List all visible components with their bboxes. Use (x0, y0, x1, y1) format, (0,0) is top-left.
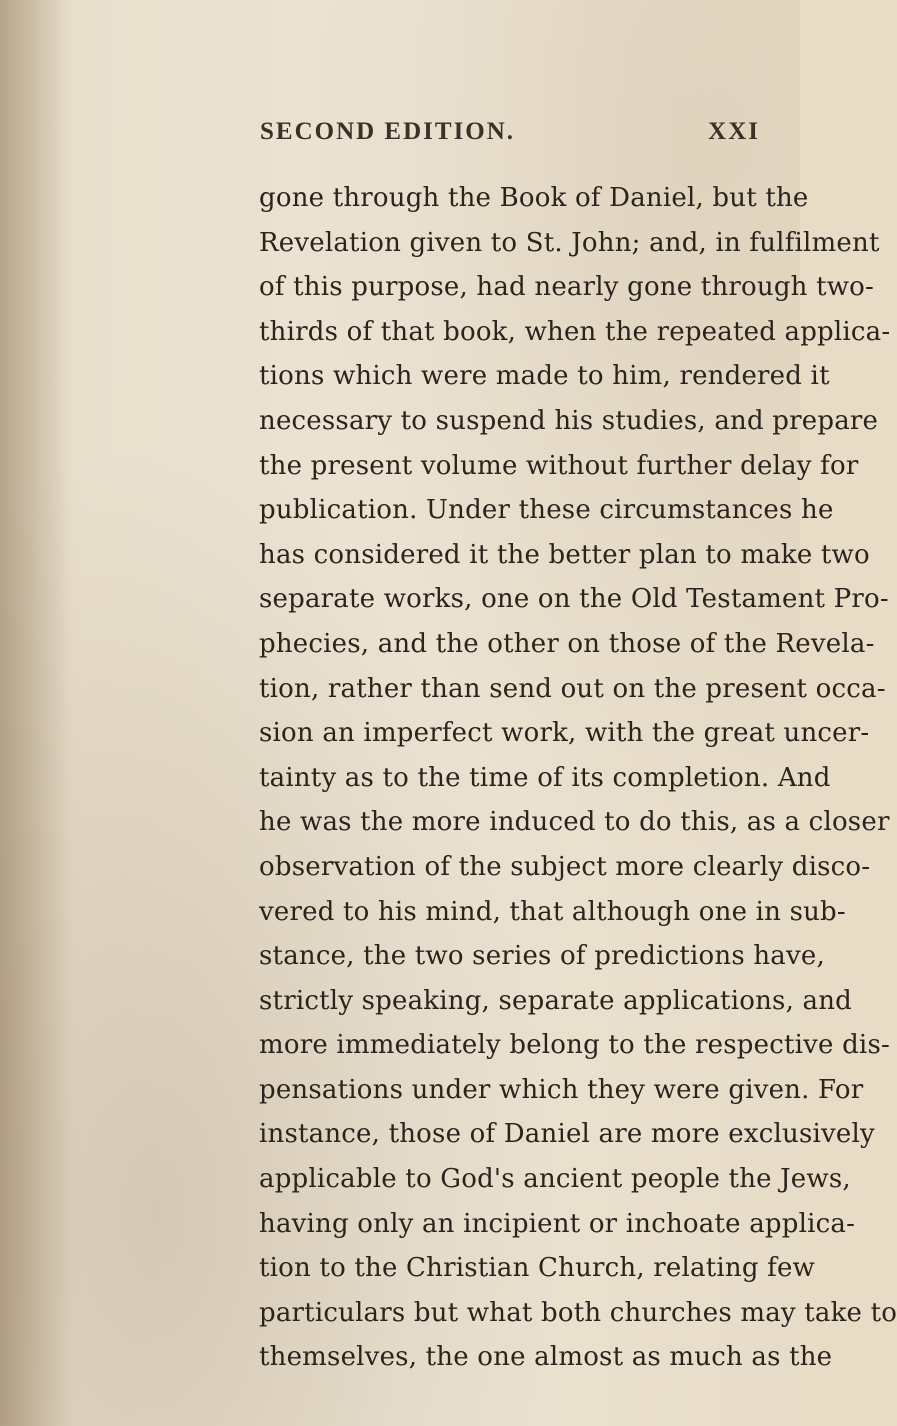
text-line: of this purpose, had nearly gone through two- (259, 272, 875, 303)
text-line: publication. Under these circumstances he (259, 495, 834, 526)
text-line: he was the more induced to do this, as a closer (259, 807, 890, 838)
text-line: has considered it the better plan to make two (259, 539, 870, 570)
text-line: tainty as to the time of its completion. And (259, 762, 831, 793)
text-line: phecies, and the other on those of the Revela- (259, 628, 875, 659)
text-line: necessary to suspend his studies, and prepare (259, 405, 879, 436)
page-header (260, 118, 760, 152)
text-line: vered to his mind, that although one in sub- (259, 896, 846, 927)
text-line: tion, rather than send out on the present occa- (259, 673, 886, 704)
page-number: XXI (708, 118, 760, 145)
text-line: tions which were made to him, rendered it (259, 361, 830, 392)
text-line: applicable to God's ancient people the Jews, (259, 1164, 851, 1195)
page-edge-shadow (0, 0, 70, 1426)
text-line: strictly speaking, separate applications, and (259, 985, 852, 1016)
running-title: SECOND EDITION. (260, 118, 516, 145)
text-line: having only an incipient or inchoate applica- (259, 1208, 856, 1239)
text-line: separate works, one on the Old Testament Pro- (259, 584, 889, 615)
text-line: themselves, the one almost as much as the (259, 1342, 833, 1373)
text-line: gone through the Book of Daniel, but the (259, 183, 809, 213)
text-line: Revelation given to St. John; and, in fulfilment (259, 227, 880, 258)
text-line: thirds of that book, when the repeated applica- (259, 316, 891, 347)
text-line: the present volume without further delay for (259, 450, 859, 481)
text-line: pensations under which they were given. For (259, 1074, 864, 1105)
text-line: sion an imperfect work, with the great uncer- (259, 718, 870, 749)
text-line: more immediately belong to the respective dis- (259, 1030, 890, 1061)
text-line: stance, the two series of predictions have, (259, 941, 825, 972)
text-line: instance, those of Daniel are more exclusively (259, 1119, 875, 1150)
text-line: observation of the subject more clearly disco- (259, 851, 871, 882)
text-line: particulars but what both churches may take to (259, 1297, 897, 1328)
text-line: tion to the Christian Church, relating few (259, 1253, 815, 1284)
body-text (259, 176, 897, 1380)
